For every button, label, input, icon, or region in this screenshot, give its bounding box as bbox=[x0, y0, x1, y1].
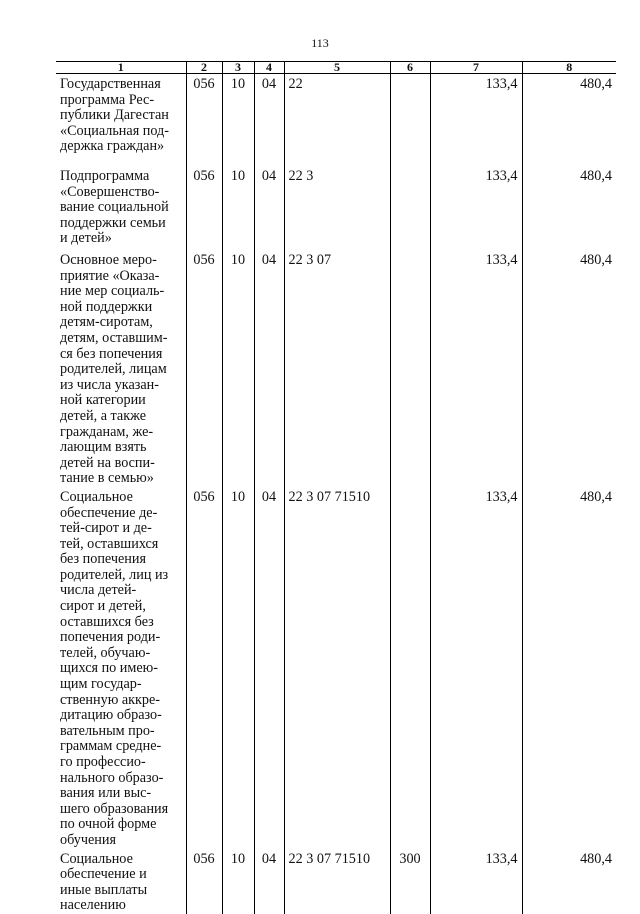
table-row bbox=[56, 849, 616, 914]
cell-expense-type: 300 bbox=[399, 850, 421, 867]
table-row bbox=[56, 74, 616, 167]
cell-target-article: 22 bbox=[288, 76, 303, 92]
cell-section: 10 bbox=[230, 252, 246, 268]
table-row bbox=[56, 166, 616, 250]
page-number: 113 bbox=[311, 36, 329, 50]
cell-amount-7: 133,4 bbox=[485, 76, 518, 92]
cell-code-ministry: 056 bbox=[193, 76, 215, 92]
cell-amount-8: 480,4 bbox=[580, 488, 612, 505]
cell-subsection: 04 bbox=[261, 252, 277, 268]
cell-code-ministry: 056 bbox=[193, 850, 215, 867]
cell-amount-8: 480,4 bbox=[580, 76, 612, 92]
cell-subsection: 04 bbox=[261, 168, 277, 184]
cell-section: 10 bbox=[230, 168, 246, 184]
row-name: Социальное обеспечение де- тей-сирот и де- тей, оставшихся без попечения родителей, лиц из числа детей- сирот и детей, оставшихся без попечения роди- телей, обучаю- щихся по имею- щим государ- ственную аккре- дитацию образо- вательным про- граммам средне- го профессио- нального образо- вания или выс- шего образования по очной форме обучения bbox=[60, 488, 169, 848]
col-header-2: 2 bbox=[186, 62, 222, 74]
cell-subsection: 04 bbox=[261, 76, 277, 92]
row-name: Государственная программа Рес- публики Дагестан «Социальная под- держка граждан» bbox=[60, 76, 169, 155]
cell-amount-8: 480,4 bbox=[580, 252, 612, 268]
cell-subsection: 04 bbox=[261, 488, 277, 505]
cell-subsection: 04 bbox=[261, 850, 277, 867]
cell-target-article: 22 3 07 bbox=[288, 252, 332, 268]
cell-amount-8: 480,4 bbox=[580, 850, 612, 867]
col-header-6: 6 bbox=[390, 62, 430, 74]
cell-amount-8: 480,4 bbox=[580, 168, 612, 184]
cell-code-ministry: 056 bbox=[193, 168, 215, 184]
cell-code-ministry: 056 bbox=[193, 488, 215, 505]
cell-section: 10 bbox=[230, 76, 246, 92]
cell-amount-7: 133,4 bbox=[485, 168, 518, 184]
row-name: Социальное обеспечение и иные выплаты населению bbox=[60, 850, 148, 914]
cell-target-article: 22 3 07 71510 bbox=[288, 488, 371, 505]
budget-table bbox=[56, 61, 616, 914]
table-row bbox=[56, 250, 616, 487]
cell-section: 10 bbox=[230, 850, 246, 867]
row-name: Подпрограмма «Совершенство- вание социальной поддержки семьи и детей» bbox=[60, 168, 169, 247]
cell-target-article: 22 3 bbox=[288, 168, 314, 184]
col-header-7: 7 bbox=[430, 62, 522, 74]
cell-section: 10 bbox=[230, 488, 246, 505]
col-header-8: 8 bbox=[522, 62, 616, 74]
row-name: Основное меро- приятие «Оказа- ние мер социаль- ной поддержки детям-сиротам, детям, оставшим- ся без попечения родителей, лицам из числа указан- ной категории детей, а также гражданам, же- лающим взять детей на воспи- тание в семью» bbox=[60, 252, 168, 487]
col-header-3: 3 bbox=[222, 62, 254, 74]
col-header-5: 5 bbox=[284, 62, 390, 74]
cell-target-article: 22 3 07 71510 bbox=[288, 850, 371, 867]
cell-amount-7: 133,4 bbox=[485, 488, 518, 505]
cell-amount-7: 133,4 bbox=[485, 252, 518, 268]
col-header-4: 4 bbox=[254, 62, 284, 74]
header-row bbox=[56, 62, 616, 74]
col-header-1: 1 bbox=[56, 62, 186, 74]
table-row bbox=[56, 487, 616, 849]
cell-code-ministry: 056 bbox=[193, 252, 215, 268]
cell-amount-7: 133,4 bbox=[485, 850, 518, 867]
